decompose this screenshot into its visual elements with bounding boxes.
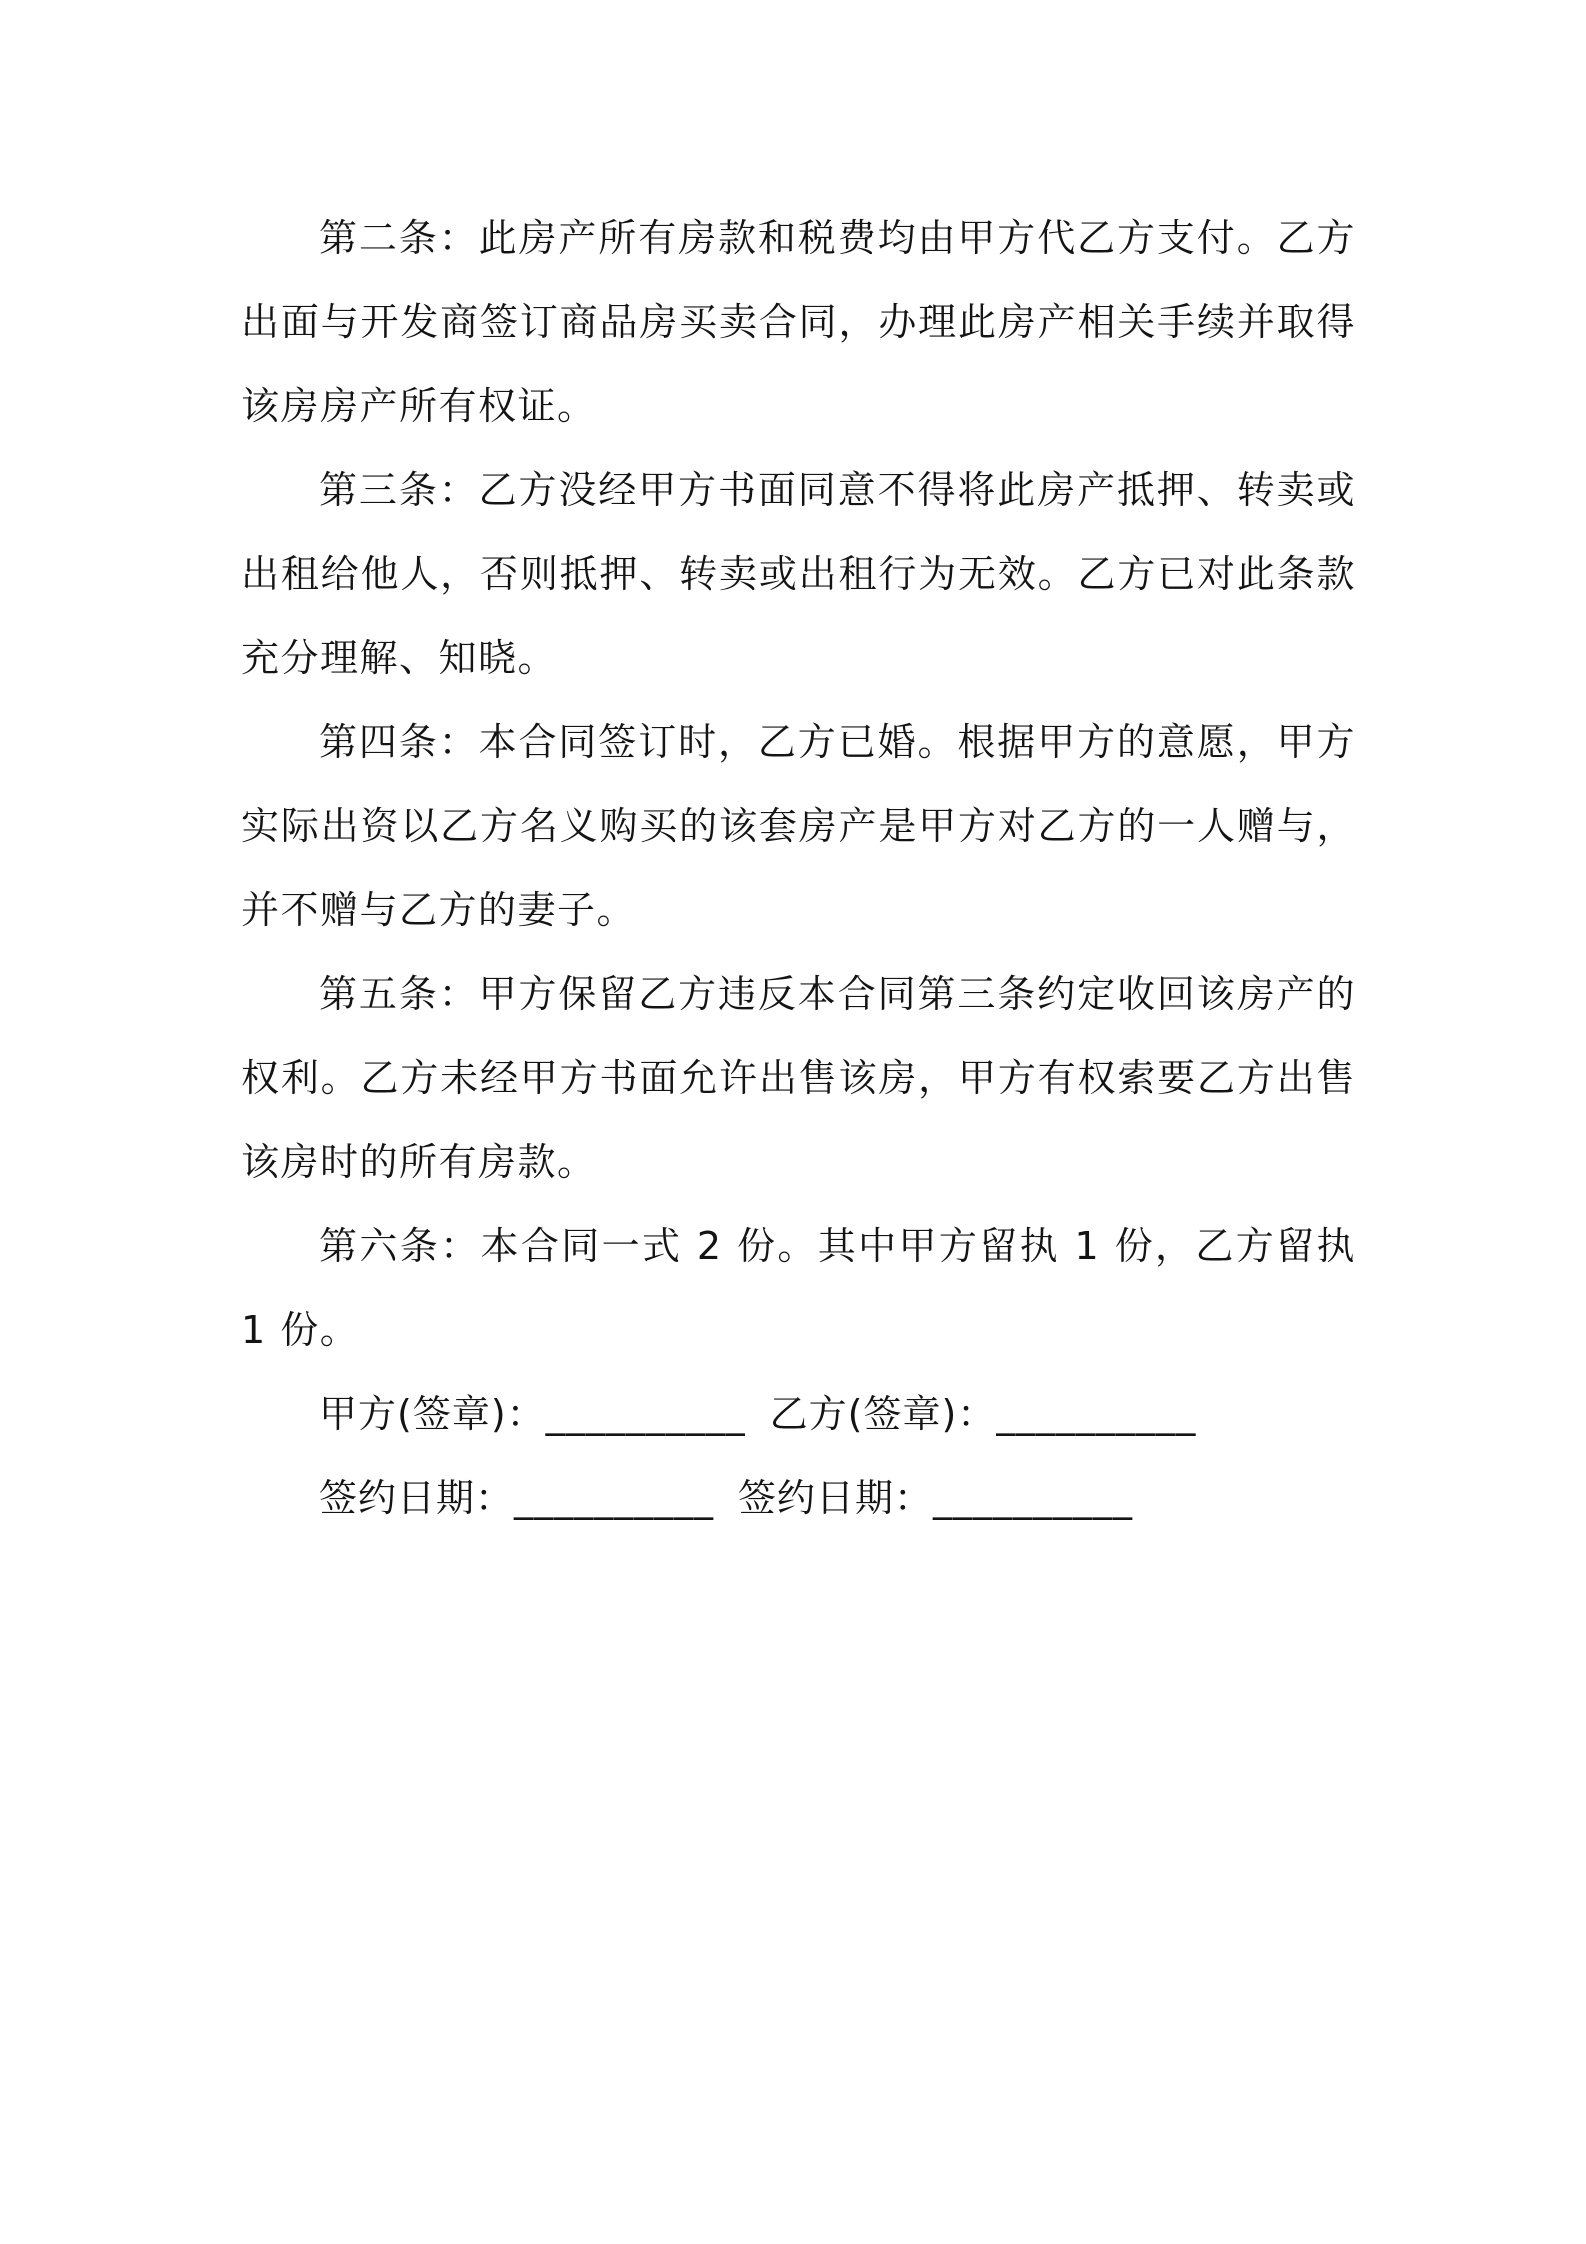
clause-4: 第四条：本合同签订时，乙方已婚。根据甲方的意愿，甲方实际出资以乙方名义购买的该套房产是甲方对乙方的一人赠与，并不赠与乙方的妻子。 — [241, 720, 1356, 932]
clause-3: 第三条：乙方没经甲方书面同意不得将此房产抵押、转卖或出租给他人，否则抵押、转卖或出租行为无效。乙方已对此条款充分理解、知晓。 — [241, 468, 1356, 680]
party-a-date-label: 签约日期： — [319, 1476, 515, 1520]
clause-2: 第二条：此房产所有房款和税费均由甲方代乙方支付。乙方出面与开发商签订商品房买卖合同，办理此房产相关手续并取得该房房产所有权证。 — [241, 216, 1356, 428]
clause-6: 第六条：本合同一式 2 份。其中甲方留执 1 份，乙方留执 1 份。 — [241, 1224, 1356, 1352]
party-a-signature-label: 甲方(签章)： — [319, 1392, 546, 1436]
party-b-signature-label: 乙方(签章)： — [769, 1392, 997, 1436]
signature-row — [241, 1372, 1356, 1456]
date-row — [241, 1456, 1356, 1540]
party-b-date-blank: __________ — [933, 1476, 1134, 1520]
clause-5: 第五条：甲方保留乙方违反本合同第三条约定收回该房产的权利。乙方未经甲方书面允许出售该房，甲方有权索要乙方出售该房时的所有房款。 — [241, 972, 1356, 1184]
contract-body — [241, 196, 1356, 1540]
party-a-signature-blank: __________ — [545, 1392, 746, 1436]
party-a-date-blank: __________ — [514, 1476, 715, 1520]
party-b-signature-blank: __________ — [996, 1392, 1197, 1436]
party-b-date-label: 签约日期： — [738, 1476, 934, 1520]
